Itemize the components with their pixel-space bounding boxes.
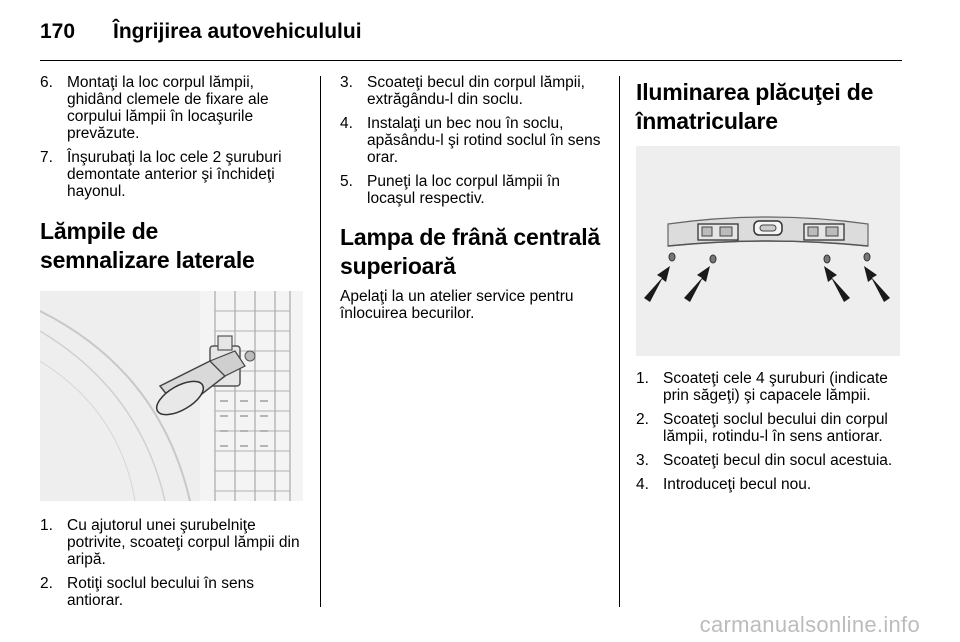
steps-list-bottom (40, 517, 304, 609)
plate-lamp-illustration (636, 146, 900, 356)
brake-lamp-paragraph: Apelaţi la un atelier service pentru înlocuirea becurilor. (340, 288, 574, 322)
column-1 (40, 74, 304, 616)
steps-list (340, 74, 608, 207)
list-item: 4. Introduceţi becul nou. (636, 476, 812, 493)
list-item: 2. Rotiţi soclul becului în sens antiorar. (40, 575, 254, 609)
list-item: 6. Montaţi la loc corpul lămpii, ghidând clemele de fixare ale corpului lămpii în locaşurile prevăzute. (40, 74, 269, 142)
list-item: 2. Scoateţi soclul becului din corpul lămpii, rotindu-l în sens antiorar. (636, 411, 888, 445)
list-item: 3. Scoateţi becul din socul acestuia. (636, 452, 893, 469)
watermark: carmanualsonline.info (699, 612, 920, 637)
steps-list (636, 370, 902, 493)
column-3 (636, 74, 902, 500)
column-divider-2 (619, 76, 620, 607)
list-item: 1. Scoateţi cele 4 şuruburi (indicate prin săgeţi) şi capacele lămpii. (636, 370, 888, 404)
chapter-title: Îngrijirea autovehiculului (113, 20, 362, 43)
steps-list-top (40, 74, 304, 200)
list-item: 7. Înşurubaţi la loc cele 2 şuruburi demontate anterior şi închideţi hayonul. (40, 149, 282, 200)
side-lamp-illustration (40, 291, 303, 501)
list-item: 4. Instalaţi un bec nou în soclu, apăsându-l şi rotind soclul în sens orar. (340, 115, 601, 166)
column-divider-1 (320, 76, 321, 607)
list-item: 1. Cu ajutorul unei şurubelniţe potrivite, scoateţi corpul lămpii din aripă. (40, 517, 300, 568)
section-heading-brake-lamp: Lampa de frână centrală superioară (340, 224, 601, 279)
list-item: 3. Scoateţi becul din corpul lămpii, extrăgându-l din soclu. (340, 74, 585, 108)
section-heading-plate-lamp: Iluminarea plăcuţei de înmatriculare (636, 79, 874, 134)
section-heading-side-lamps: Lămpile de semnalizare laterale (40, 218, 255, 273)
page-number: 170 (40, 20, 76, 43)
header-divider (40, 60, 902, 61)
list-item: 5. Puneţi la loc corpul lămpii în locaşul respectiv. (340, 173, 560, 207)
column-2 (340, 74, 608, 322)
